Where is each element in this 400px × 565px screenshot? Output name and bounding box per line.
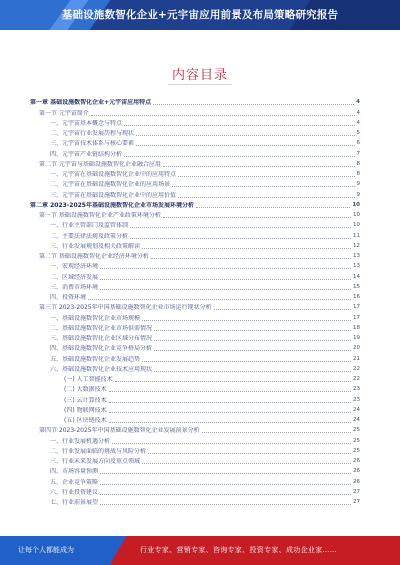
footer-banner (0, 536, 400, 565)
toc-page-number: 6 (356, 140, 360, 147)
toc-entry-title: 二、基础设施数智化企业市场供需情况 (50, 324, 153, 332)
toc-entry[interactable] (30, 106, 360, 116)
toc-entry-title: 四、投资环境 (50, 294, 87, 301)
toc-entry-title: 三、基础设施数智化企业区域分布情况 (50, 335, 153, 342)
toc-entry[interactable] (30, 486, 360, 496)
toc-entry[interactable] (30, 475, 360, 485)
dot-leader (124, 125, 354, 126)
dot-leader (115, 381, 351, 382)
toc-entry[interactable] (30, 393, 360, 403)
toc-entry-title: 第一节 基础设施数智化企业产业政策环境分析 (39, 212, 161, 219)
header-banner (0, 0, 400, 30)
toc-page-number: 14 (353, 273, 360, 280)
toc-page-number: 10 (352, 201, 360, 208)
dot-leader (130, 238, 351, 239)
toc-page-number: 24 (353, 406, 360, 413)
dot-leader (100, 504, 351, 505)
toc-entry-title: (三) 云计算技术 (64, 396, 107, 404)
toc-entry[interactable] (30, 147, 360, 157)
footer-slogan-right: 行业专家、营销专家、咨询专家、投资专家、成功企业家…… (140, 546, 338, 554)
toc-entry-title: 四、元宇宙产业链结构分析 (50, 150, 123, 158)
toc-page-number: 17 (353, 304, 360, 311)
toc-page-number: 4 (356, 99, 360, 106)
toc-page-number: 22 (353, 365, 360, 372)
toc-entry-title: 一、元宇宙基本概念与特点 (50, 119, 123, 127)
toc-entry-title: 三、元宇宙在基础设施数智化企业中的应用价值 (50, 191, 177, 199)
toc-page-number: 22 (353, 376, 360, 382)
dot-leader (88, 299, 351, 300)
dot-leader (112, 443, 351, 444)
dot-leader (136, 145, 354, 146)
toc-entry[interactable] (30, 168, 360, 178)
dot-leader (109, 391, 351, 392)
toc-page-number: 27 (353, 499, 360, 505)
toc-entry[interactable] (30, 465, 360, 475)
dot-leader (202, 432, 351, 433)
toc-page-number: 4 (356, 109, 360, 116)
dot-leader (214, 309, 351, 310)
toc-entry[interactable] (30, 270, 360, 280)
toc-entry[interactable] (30, 445, 360, 455)
toc-entry-title: 第一章 基础设施数智化企业+元宇宙应用特点 (30, 99, 152, 107)
dot-leader (142, 463, 351, 464)
dot-leader (142, 361, 351, 362)
toc-page-number: 19 (353, 335, 360, 341)
toc-entry[interactable] (30, 117, 360, 127)
toc-entry-title: 三、行业发展规划及相关政策解读 (50, 242, 141, 250)
toc-entry[interactable] (30, 229, 360, 239)
toc-page-number: 21 (353, 355, 360, 362)
toc-entry-title: (一) 人工智能技术 (64, 376, 113, 383)
footer-slogan-left: 让每个人都能成为 (18, 546, 74, 554)
toc-page-number: 18 (353, 324, 360, 331)
dot-leader (148, 453, 351, 454)
toc-page-number: 27 (353, 488, 360, 495)
toc-entry[interactable] (30, 363, 360, 373)
toc-page-number: 4 (356, 119, 360, 126)
toc-entry-title: 一、基础设施数智化企业市场规模 (50, 314, 141, 322)
dot-leader (100, 289, 351, 290)
toc-entry-title: (四) 物联网技术 (64, 406, 107, 414)
toc-entry[interactable] (30, 137, 360, 147)
toc-entry[interactable] (30, 96, 360, 106)
toc-entry-title: 三、元宇宙技术体系与核心要素 (50, 140, 135, 148)
table-of-contents (30, 96, 360, 506)
dot-leader (142, 320, 351, 321)
toc-entry[interactable] (30, 332, 360, 342)
dot-leader (100, 268, 351, 269)
dot-leader (109, 422, 351, 423)
toc-page-number: 9 (356, 191, 360, 198)
toc-entry-title: 二、元宇宙行业发展历程与现状 (50, 130, 135, 137)
dot-leader (163, 217, 351, 218)
toc-page-number: 17 (353, 314, 360, 321)
toc-entry[interactable] (30, 188, 360, 198)
toc-entry[interactable] (30, 127, 360, 137)
toc-entry-title: (二) 大数据技术 (64, 386, 107, 394)
toc-entry-title: 第二节 基础设施数智化企业经济环境分析 (39, 253, 149, 260)
divider (168, 84, 232, 85)
toc-page-number: 15 (353, 283, 360, 290)
toc-entry-title: 二、主要法律法规及政策分析 (50, 232, 129, 240)
dot-leader (91, 115, 355, 116)
toc-page-number: 26 (353, 458, 360, 464)
toc-entry-title: 第二节 元宇宙与基础设施数智化企业融合应用 (39, 160, 161, 168)
toc-entry-title: 三、消费市场环境 (50, 283, 99, 291)
toc-entry[interactable] (30, 209, 360, 219)
toc-entry-title: 五、企业竞争策略 (50, 478, 99, 486)
toc-entry-title: (五) 区块链技术 (64, 417, 107, 424)
dot-leader (163, 166, 355, 167)
toc-entry[interactable] (30, 301, 360, 311)
toc-entry-title: 三、行业未来发展方向及重点领域 (50, 458, 141, 465)
toc-page-number: 25 (353, 447, 360, 454)
toc-entry-title: 二、元宇宙在基础设施数智化企业的应用场景 (50, 181, 171, 189)
toc-entry-title: 一、行业发展机遇分析 (50, 437, 111, 445)
toc-entry-title: 第二章 2023-2025年基础设施数智化企业市场发展环境分析 (30, 201, 194, 209)
toc-entry[interactable] (30, 311, 360, 321)
toc-entry-title: 二、行业发展面临的挑战与风险分析 (50, 447, 147, 455)
toc-page-number: 12 (353, 242, 360, 249)
toc-entry[interactable] (30, 291, 360, 301)
toc-entry[interactable] (30, 250, 360, 260)
dot-leader (153, 104, 354, 105)
toc-entry-title: 一、行业主管部门及监管体制 (50, 222, 129, 230)
toc-page-number: 26 (353, 468, 360, 475)
toc-page-number: 20 (353, 345, 360, 352)
toc-page-number: 25 (353, 427, 360, 434)
toc-entry-title: 六、行业投资建议 (50, 488, 99, 496)
dot-leader (154, 330, 351, 331)
toc-entry-title: 第四节 2023-2025年中国基础设施数智化企业发展前景分析 (39, 427, 200, 435)
toc-page-number: 13 (353, 253, 360, 259)
report-title: 基础设施数智化企业+元宇宙应用前景及布局策略研究报告 (61, 9, 339, 21)
toc-page-number: 10 (353, 212, 360, 218)
toc-entry-title: 四、基础设施数智化企业竞争格局分析 (50, 345, 153, 353)
toc-entry[interactable] (30, 414, 360, 424)
toc-entry[interactable] (30, 424, 360, 434)
toc-entry[interactable] (30, 260, 360, 270)
dot-leader (142, 248, 351, 249)
toc-entry[interactable] (30, 455, 360, 465)
toc-page-number: 13 (353, 263, 360, 270)
dot-leader (100, 494, 351, 495)
toc-page-number: 11 (353, 232, 360, 239)
toc-entry-title: 五、基础设施数智化企业发展趋势 (50, 355, 141, 363)
dot-leader (154, 340, 351, 341)
toc-entry[interactable] (30, 158, 360, 168)
toc-page-number: 8 (356, 160, 360, 167)
toc-heading: 内容目录 (171, 68, 228, 83)
toc-entry-title: 一、宏观经济环境 (50, 263, 99, 271)
dot-leader (154, 371, 351, 372)
toc-entry[interactable] (30, 352, 360, 362)
toc-entry[interactable] (30, 281, 360, 291)
toc-entry[interactable] (30, 322, 360, 332)
toc-page-number: 23 (353, 386, 360, 393)
toc-entry[interactable] (30, 178, 360, 188)
toc-entry[interactable] (30, 383, 360, 393)
dot-leader (124, 156, 354, 157)
toc-entry[interactable] (30, 404, 360, 414)
toc-entry[interactable] (30, 434, 360, 444)
toc-entry[interactable] (30, 496, 360, 506)
toc-entry-title: 第一节 元宇宙简介 (39, 109, 89, 117)
toc-page-number: 23 (353, 396, 360, 403)
dot-leader (136, 135, 354, 136)
toc-entry[interactable] (30, 342, 360, 352)
toc-entry-title: 四、市场容量预测 (50, 468, 99, 476)
dot-leader (100, 279, 351, 280)
dot-leader (178, 176, 354, 177)
dot-leader (172, 186, 354, 187)
toc-entry-title: 第三节 2023-2025年中国基础设施数智化企业市场运行现状分析 (39, 304, 212, 312)
toc-page-number: 25 (353, 437, 360, 444)
toc-entry[interactable] (30, 199, 360, 209)
toc-entry[interactable] (30, 240, 360, 250)
toc-page-number: 26 (353, 478, 360, 485)
dot-leader (109, 402, 351, 403)
toc-entry-title: 一、元宇宙在基础设施数智化企业中的应用特点 (50, 171, 177, 178)
dot-leader (130, 227, 351, 228)
dot-leader (178, 197, 354, 198)
dot-leader (109, 412, 351, 413)
toc-entry-title: 二、区域经济发展 (50, 273, 99, 281)
toc-page-number: 7 (356, 150, 360, 157)
dot-leader (100, 473, 351, 474)
dot-leader (196, 207, 350, 208)
toc-page-number: 24 (353, 417, 360, 423)
dot-leader (100, 484, 351, 485)
toc-page-number: 10 (353, 222, 360, 229)
toc-page-number: 5 (356, 130, 360, 136)
dot-leader (154, 350, 351, 351)
dot-leader (151, 258, 351, 259)
toc-entry[interactable] (30, 373, 360, 383)
toc-entry-title: 六、基础设施数智化企业技术应用现状 (50, 365, 153, 373)
toc-page-number: 9 (356, 181, 360, 188)
toc-entry-title: 七、行业前景展望 (50, 499, 99, 506)
toc-entry[interactable] (30, 219, 360, 229)
toc-page-number: 8 (356, 171, 360, 177)
toc-page-number: 16 (353, 294, 360, 300)
